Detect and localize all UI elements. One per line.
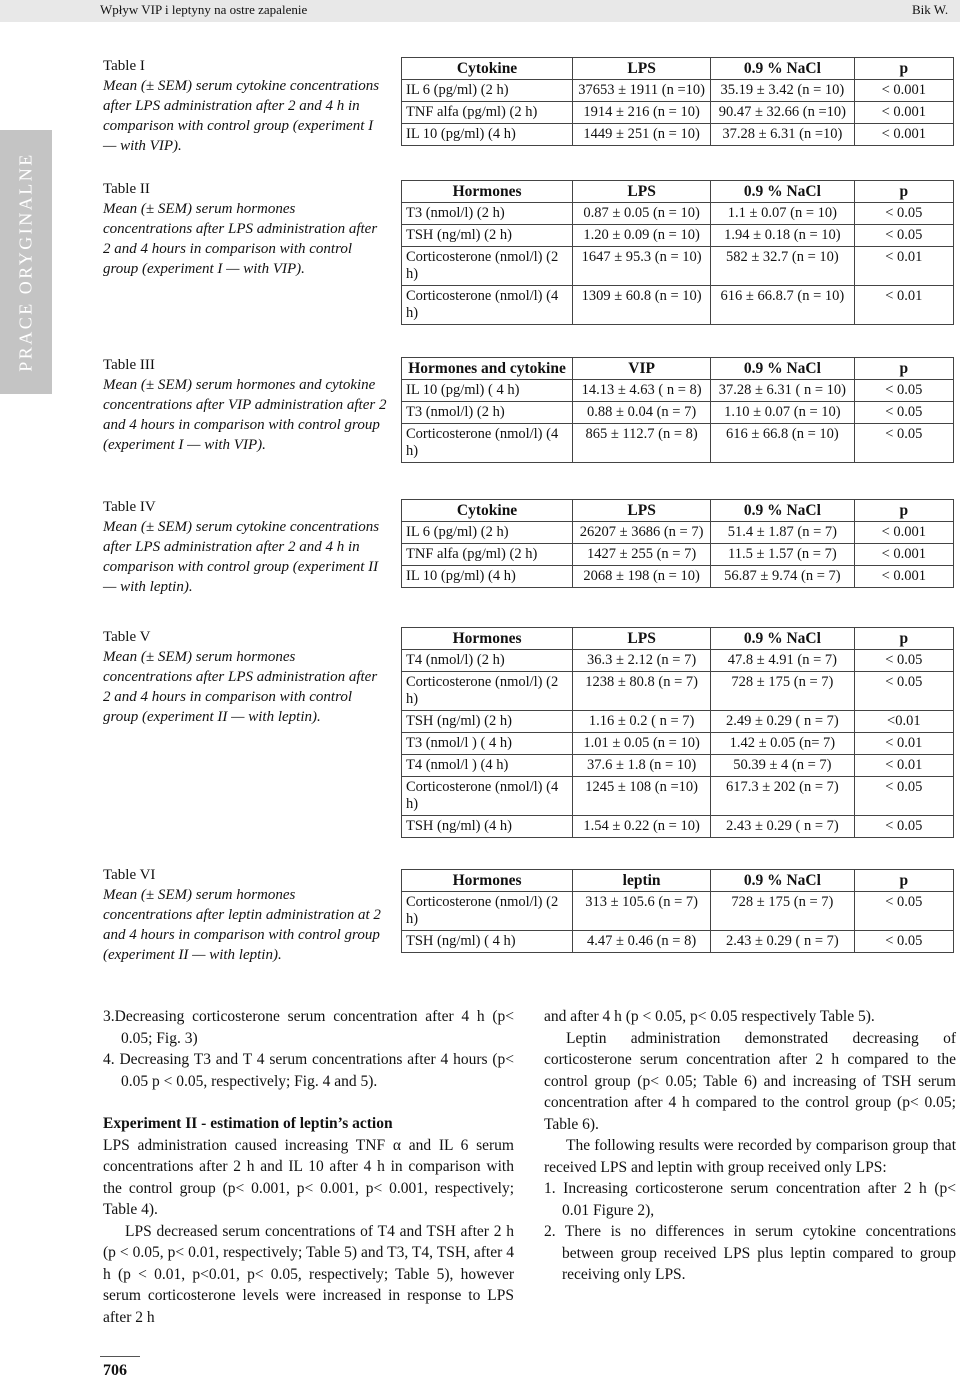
table-1-description: Mean (± SEM) serum cytokine concentrations after LPS administration after 2 and 4 h in comparison with control group (experiment I — with VIP). — [103, 78, 380, 154]
value-cell: 36.3 ± 2.12 (n = 7) — [573, 650, 711, 672]
value-cell: 51.4 ± 1.87 (n = 7) — [711, 522, 855, 544]
footer-rule — [100, 1356, 140, 1357]
row-label-cell: T4 (nmol/l) (2 h) — [402, 650, 573, 672]
column-header: p — [854, 870, 953, 892]
column-header: VIP — [573, 358, 711, 380]
row-label-cell: IL 6 (pg/ml) (2 h) — [402, 80, 573, 102]
value-cell: < 0.05 — [854, 225, 953, 247]
value-cell: < 0.05 — [854, 672, 953, 711]
table-5-caption — [103, 627, 388, 727]
value-cell: < 0.001 — [854, 124, 953, 146]
value-cell: 1245 ± 108 (n =10) — [573, 777, 711, 816]
column-header: LPS — [573, 181, 711, 203]
column-header: p — [854, 500, 953, 522]
table-row — [402, 203, 954, 225]
column-header: Hormones — [402, 628, 573, 650]
table-6-description: Mean (± SEM) serum hormones concentrations after leptin administration at 2 and 4 hours in comparison with control group (experiment II — with leptin). — [103, 887, 381, 963]
table-header-row — [402, 58, 954, 80]
value-cell: 1.20 ± 0.09 (n = 10) — [573, 225, 711, 247]
row-label-cell: IL 6 (pg/ml) (2 h) — [402, 522, 573, 544]
row-label-cell: TSH (ng/ml) (2 h) — [402, 711, 573, 733]
value-cell: 728 ± 175 (n = 7) — [711, 672, 855, 711]
header-author: Bik W. — [912, 2, 949, 17]
row-label-cell: T3 (nmol/l ) ( 4 h) — [402, 733, 573, 755]
list-item: 4. Decreasing T3 and T 4 serum concentrations after 4 hours (p< 0.05 p < 0.05, respectively; Fig. 4 and 5). — [103, 1051, 514, 1090]
value-cell: < 0.001 — [854, 544, 953, 566]
paragraph: The following results were recorded by comparison group that received LPS and leptin with group received only LPS: — [544, 1137, 956, 1176]
column-header: 0.9 % NaCl — [711, 628, 855, 650]
row-label-cell: TSH (ng/ml) (4 h) — [402, 816, 573, 838]
value-cell: 1238 ± 80.8 (n = 7) — [573, 672, 711, 711]
value-cell: 2.43 ± 0.29 ( n = 7) — [711, 931, 855, 953]
paragraph: Leptin administration demonstrated decreasing of corticosterone serum concentration after 2 h compared to the control group (p< 0.05; Table 6) and increasing of TSH serum concentration after 4 h compared to the control group (p< 0.05; Table 6). — [544, 1029, 956, 1133]
value-cell: < 0.01 — [854, 247, 953, 286]
value-cell: 1914 ± 216 (n = 10) — [573, 102, 711, 124]
table-row — [402, 650, 954, 672]
value-cell: 865 ± 112.7 (n = 8) — [573, 424, 711, 463]
table-row — [402, 777, 954, 816]
value-cell: 14.13 ± 4.63 ( n = 8) — [573, 380, 711, 402]
value-cell: < 0.01 — [854, 733, 953, 755]
value-cell: < 0.05 — [854, 931, 953, 953]
table-header-row — [402, 181, 954, 203]
table-row — [402, 225, 954, 247]
value-cell: 11.5 ± 1.57 (n = 7) — [711, 544, 855, 566]
table-2-description: Mean (± SEM) serum hormones concentrations after LPS administration after 2 and 4 hours in comparison with control group (experiment I — with VIP). — [103, 201, 378, 277]
column-header: p — [854, 58, 953, 80]
value-cell: 1.01 ± 0.05 (n = 10) — [573, 733, 711, 755]
value-cell: 2.49 ± 0.29 ( n = 7) — [711, 711, 855, 733]
value-cell: <0.01 — [854, 711, 953, 733]
value-cell: 0.87 ± 0.05 (n = 10) — [573, 203, 711, 225]
table-row — [402, 247, 954, 286]
table-4-title: Table IV — [103, 499, 156, 515]
paragraph: LPS decreased serum concentrations of T4 and TSH after 2 h (p < 0.05, p< 0.01, respectively; Table 5) and T3, T4, TSH, after 4 h (p < 0.01, p<0.01, p< 0.05, respectively; Table 5), however serum corticosterone levels were increased in response to LPS after 2 h — [103, 1222, 514, 1326]
list-item: 2. There is no differences in serum cytokine concentrations between group received LPS plus leptin compared to group receiving only LPS. — [544, 1223, 956, 1283]
value-cell: 90.47 ± 32.66 (n =10) — [711, 102, 855, 124]
table-3-caption — [103, 355, 388, 455]
row-label-cell: IL 10 (pg/ml) ( 4 h) — [402, 380, 573, 402]
table-row — [402, 80, 954, 102]
table-row — [402, 931, 954, 953]
value-cell: 37653 ± 1911 (n =10) — [573, 80, 711, 102]
table-2-title: Table II — [103, 181, 150, 197]
value-cell: 0.88 ± 0.04 (n = 7) — [573, 402, 711, 424]
value-cell: 1.54 ± 0.22 (n = 10) — [573, 816, 711, 838]
column-header: p — [854, 358, 953, 380]
row-label-cell: TNF alfa (pg/ml) (2 h) — [402, 102, 573, 124]
table-1-caption — [103, 56, 388, 156]
row-label-cell: TSH (ng/ml) ( 4 h) — [402, 931, 573, 953]
table-3 — [401, 357, 954, 463]
value-cell: < 0.05 — [854, 816, 953, 838]
value-cell: 1427 ± 255 (n = 7) — [573, 544, 711, 566]
value-cell: 616 ± 66.8.7 (n = 10) — [711, 286, 855, 325]
value-cell: 56.87 ± 9.74 (n = 7) — [711, 566, 855, 588]
paragraph: and after 4 h (p < 0.05, p< 0.05 respectively Table 5). — [544, 1008, 875, 1025]
row-label-cell: Corticosterone (nmol/l) (2 h) — [402, 672, 573, 711]
table-1-title: Table I — [103, 58, 145, 74]
column-header: Cytokine — [402, 500, 573, 522]
column-header: 0.9 % NaCl — [711, 358, 855, 380]
value-cell: 728 ± 175 (n = 7) — [711, 892, 855, 931]
table-row — [402, 733, 954, 755]
value-cell: 1309 ± 60.8 (n = 10) — [573, 286, 711, 325]
table-row — [402, 124, 954, 146]
table-6 — [401, 869, 954, 953]
value-cell: 313 ± 105.6 (n = 7) — [573, 892, 711, 931]
row-label-cell: TNF alfa (pg/ml) (2 h) — [402, 544, 573, 566]
column-header: Hormones — [402, 870, 573, 892]
column-header: LPS — [573, 628, 711, 650]
table-5-description: Mean (± SEM) serum hormones concentrations after LPS administration after 2 and 4 hours in comparison with control group (experiment II — with leptin). — [103, 649, 378, 725]
table-row — [402, 522, 954, 544]
column-header: p — [854, 628, 953, 650]
table-5-title: Table V — [103, 629, 151, 645]
column-header: Hormones — [402, 181, 573, 203]
table-row — [402, 102, 954, 124]
value-cell: 1.10 ± 0.07 (n = 10) — [711, 402, 855, 424]
value-cell: < 0.05 — [854, 424, 953, 463]
table-row — [402, 755, 954, 777]
table-6-title: Table VI — [103, 867, 156, 883]
column-header: LPS — [573, 58, 711, 80]
table-2-caption — [103, 179, 388, 279]
value-cell: 1.42 ± 0.05 (n= 7) — [711, 733, 855, 755]
list-item: 1. Increasing corticosterone serum concentration after 2 h (p< 0.01 Figure 2), — [544, 1180, 956, 1219]
body-right-column — [544, 1006, 956, 1286]
table-1 — [401, 57, 954, 146]
row-label-cell: Corticosterone (nmol/l) (4 h) — [402, 286, 573, 325]
table-row — [402, 672, 954, 711]
table-3-title: Table III — [103, 357, 155, 373]
row-label-cell: Corticosterone (nmol/l) (4 h) — [402, 424, 573, 463]
table-4-caption — [103, 497, 388, 597]
table-4 — [401, 499, 954, 588]
value-cell: < 0.001 — [854, 522, 953, 544]
row-label-cell: Corticosterone (nmol/l) (2 h) — [402, 247, 573, 286]
page-number: 706 — [103, 1362, 127, 1379]
running-header — [0, 0, 960, 22]
section-heading: Experiment II - estimation of leptin’s action — [103, 1115, 393, 1132]
value-cell: < 0.05 — [854, 777, 953, 816]
table-2 — [401, 180, 954, 325]
column-header: leptin — [573, 870, 711, 892]
table-4-description: Mean (± SEM) serum cytokine concentrations after LPS administration after 2 and 4 h in comparison with control group (experiment II — with leptin). — [103, 519, 380, 595]
value-cell: 2068 ± 198 (n = 10) — [573, 566, 711, 588]
value-cell: 37.28 ± 6.31 ( n = 10) — [711, 380, 855, 402]
table-row — [402, 566, 954, 588]
row-label-cell: Corticosterone (nmol/l) (4 h) — [402, 777, 573, 816]
table-row — [402, 711, 954, 733]
value-cell: < 0.001 — [854, 80, 953, 102]
row-label-cell: T4 (nmol/l ) (4 h) — [402, 755, 573, 777]
table-row — [402, 380, 954, 402]
table-row — [402, 816, 954, 838]
value-cell: < 0.05 — [854, 380, 953, 402]
table-header-row — [402, 358, 954, 380]
row-label-cell: Corticosterone (nmol/l) (2 h) — [402, 892, 573, 931]
value-cell: 582 ± 32.7 (n = 10) — [711, 247, 855, 286]
row-label-cell: T3 (nmol/l) (2 h) — [402, 203, 573, 225]
table-header-row — [402, 870, 954, 892]
value-cell: 616 ± 66.8 (n = 10) — [711, 424, 855, 463]
table-row — [402, 544, 954, 566]
value-cell: 2.43 ± 0.29 ( n = 7) — [711, 816, 855, 838]
column-header: LPS — [573, 500, 711, 522]
table-row — [402, 892, 954, 931]
value-cell: 1647 ± 95.3 (n = 10) — [573, 247, 711, 286]
table-3-description: Mean (± SEM) serum hormones and cytokine concentrations after VIP administration after 2 and 4 hours in comparison with control group (experiment I — with VIP). — [103, 377, 387, 453]
column-header: p — [854, 181, 953, 203]
paragraph: LPS administration caused increasing TNF α and IL 6 serum concentrations after 2 h and IL 10 after 4 h in comparison with the control group (p< 0.001, p< 0.001, p< 0.001, respectively; Table 4). — [103, 1136, 514, 1218]
value-cell: < 0.01 — [854, 755, 953, 777]
column-header: 0.9 % NaCl — [711, 181, 855, 203]
table-5 — [401, 627, 954, 838]
value-cell: < 0.05 — [854, 203, 953, 225]
table-row — [402, 286, 954, 325]
value-cell: 47.8 ± 4.91 (n = 7) — [711, 650, 855, 672]
value-cell: 50.39 ± 4 (n = 7) — [711, 755, 855, 777]
table-row — [402, 424, 954, 463]
value-cell: 617.3 ± 202 (n = 7) — [711, 777, 855, 816]
table-header-row — [402, 500, 954, 522]
value-cell: < 0.001 — [854, 566, 953, 588]
value-cell: < 0.05 — [854, 402, 953, 424]
column-header: 0.9 % NaCl — [711, 500, 855, 522]
value-cell: 26207 ± 3686 (n = 7) — [573, 522, 711, 544]
section-sidebar — [0, 130, 52, 394]
table-header-row — [402, 628, 954, 650]
table-6-caption — [103, 865, 388, 965]
column-header: Cytokine — [402, 58, 573, 80]
value-cell: < 0.01 — [854, 286, 953, 325]
list-item: 3.Decreasing corticosterone serum concentration after 4 h (p< 0.05; Fig. 3) — [103, 1008, 514, 1047]
value-cell: < 0.05 — [854, 650, 953, 672]
sidebar-label: PRACE ORYGINALNE — [15, 152, 36, 372]
value-cell: 4.47 ± 0.46 (n = 8) — [573, 931, 711, 953]
column-header: Hormones and cytokine — [402, 358, 573, 380]
value-cell: 37.6 ± 1.8 (n = 10) — [573, 755, 711, 777]
value-cell: < 0.001 — [854, 102, 953, 124]
row-label-cell: TSH (ng/ml) (2 h) — [402, 225, 573, 247]
column-header: 0.9 % NaCl — [711, 58, 855, 80]
row-label-cell: T3 (nmol/l) (2 h) — [402, 402, 573, 424]
value-cell: < 0.05 — [854, 892, 953, 931]
value-cell: 1.16 ± 0.2 ( n = 7) — [573, 711, 711, 733]
table-row — [402, 402, 954, 424]
row-label-cell: IL 10 (pg/ml) (4 h) — [402, 124, 573, 146]
value-cell: 1.1 ± 0.07 (n = 10) — [711, 203, 855, 225]
value-cell: 35.19 ± 3.42 (n = 10) — [711, 80, 855, 102]
value-cell: 1449 ± 251 (n = 10) — [573, 124, 711, 146]
header-title: Wpływ VIP i leptyny na ostre zapalenie — [100, 2, 308, 17]
row-label-cell: IL 10 (pg/ml) (4 h) — [402, 566, 573, 588]
body-left-column — [103, 1006, 514, 1328]
value-cell: 37.28 ± 6.31 (n =10) — [711, 124, 855, 146]
value-cell: 1.94 ± 0.18 (n = 10) — [711, 225, 855, 247]
column-header: 0.9 % NaCl — [711, 870, 855, 892]
